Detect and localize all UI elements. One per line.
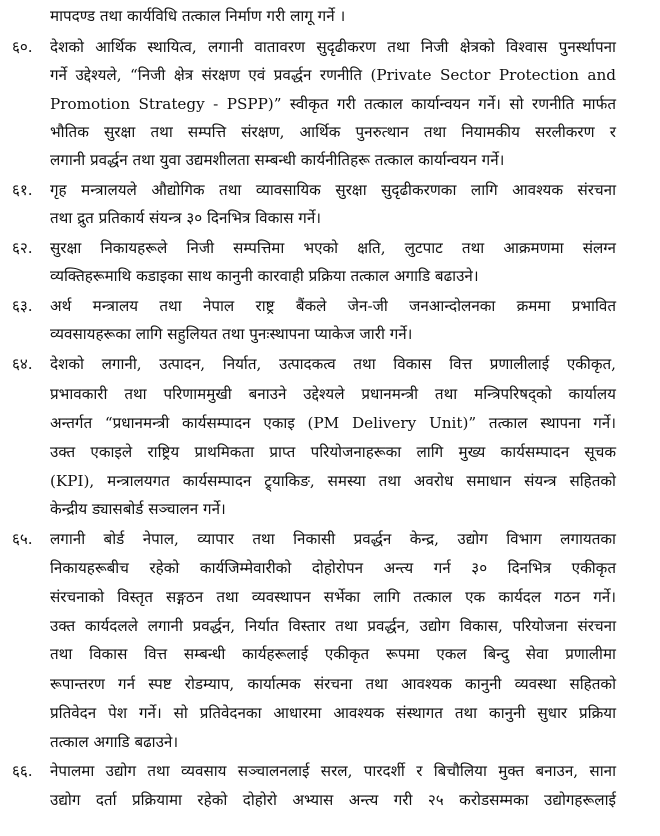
item-line: संरचनाको विस्तृत सङ्गठन तथा व्यवस्थापन सर्भेका लागि तत्काल एक कार्यदल गठन गर्ने। [50,588,616,606]
item-line: व्यक्तिहरूमाथि कडाइका साथ कानुनी कारवाही प्रक्रिया तत्काल अगाडि बढाउने। [50,267,479,285]
item-number: ६१. [12,181,33,199]
item-line: लगानी प्रवर्द्धन तथा युवा उद्यमशीलता सम्बन्धी कार्यनीतिहरू तत्काल कार्यान्वयन गर्ने। [50,151,505,169]
item-line: गर्ने उद्देश्यले, “निजी क्षेत्र संरक्षण एवं प्रवर्द्धन रणनीति (Private Sector Protection and [50,66,616,84]
lead-line: मापदण्ड तथा कार्यविधि तत्काल निर्माण गरी लागू गर्ने । [50,7,346,25]
item-line: अर्थ मन्त्रालय तथा नेपाल राष्ट्र बैंकले जेन-जी जनआन्दोलनका क्रममा प्रभावित [50,297,616,315]
item-line: गृह मन्त्रालयले औद्योगिक तथा व्यावसायिक सुरक्षा सुदृढीकरणका लागि आवश्यक संरचना [50,181,616,199]
item-number: ६५. [12,530,33,548]
item-line: निकायहरूबीच रहेको कार्यजिम्मेवारीको दोहोरोपन अन्त्य गर्न ३० दिनभित्र एकीकृत [50,559,616,577]
item-line: केन्द्रीय ड्यासबोर्ड सञ्चालन गर्ने। [50,500,226,518]
item-line: (KPI), मन्त्रालयगत कार्यसम्पादन ट्र्याकिङ, समस्या तथा अवरोध समाधान संयन्त्र सहितको [50,472,616,490]
item-line: Promotion Strategy - PSPP)” स्वीकृत गरी तत्काल कार्यान्वयन गर्ने। सो रणनीति मार्फत [50,95,616,113]
item-line: सुरक्षा निकायहरूले निजी सम्पत्तिमा भएको क्षति, लुटपाट तथा आक्रमणमा संलग्न [50,239,616,257]
item-number: ६४. [12,355,33,373]
item-line: प्रतिवेदन पेश गर्ने। सो प्रतिवेदनका आधारमा आवश्यक संस्थागत तथा कानुनी सुधार प्रक्रिया [50,704,616,722]
item-line: तथा विकास वित्त सम्बन्धी कार्यहरूलाई एकीकृत रूपमा एकल बिन्दु सेवा प्रणालीमा [50,645,616,663]
item-number: ६२. [12,239,33,257]
item-line: उक्त एकाइले राष्ट्रिय प्राथमिकता प्राप्त परियोजनाहरूका लागि मुख्य कार्यसम्पादन सूचक [50,443,616,461]
item-line: देशको आर्थिक स्थायित्व, लगानी वातावरण सुदृढीकरण तथा निजी क्षेत्रको विश्वास पुनर्स्थापना [50,38,616,56]
item-number: ६६. [12,762,33,780]
item-number: ६०. [12,38,33,56]
item-line: अन्तर्गत “प्रधानमन्त्री कार्यसम्पादन एकाइ (PM Delivery Unit)” तत्काल स्थापना गर्ने। [50,414,616,432]
item-line: नेपालमा उद्योग तथा व्यवसाय सञ्चालनलाई सरल, पारदर्शी र बिचौलिया मुक्त बनाउन, साना [50,762,616,780]
item-line: देशको लगानी, उत्पादन, निर्यात, उत्पादकत्व तथा विकास वित्त प्रणालीलाई एकीकृत, [50,355,616,373]
item-line: उक्त कार्यदलले लगानी प्रवर्द्धन, निर्यात विस्तार तथा प्रवर्द्धन, उद्योग विकास, परियोजना संरचना [50,617,616,635]
item-line: रूपान्तरण गर्न स्पष्ट रोडम्याप, कार्यात्मक संरचना तथा आवश्यक कानुनी व्यवस्था सहितको [50,675,616,693]
item-line: भौतिक सुरक्षा तथा सम्पत्ति संरक्षण, आर्थिक पुनरुत्थान तथा नियामकीय सरलीकरण र [50,123,616,141]
item-line: उद्योग दर्ता प्रक्रियामा रहेको दोहोरो अभ्यास अन्त्य गरी २५ करोडसम्मका उद्योगहरूलाई [50,791,616,809]
item-line: लगानी बोर्ड नेपाल, व्यापार तथा निकासी प्रवर्द्धन केन्द्र, उद्योग विभाग लगायतका [50,530,616,548]
item-line: व्यवसायहरूका लागि सहुलियत तथा पुनःस्थापना प्याकेज जारी गर्ने। [50,325,413,343]
item-line: तथा द्रुत प्रतिकार्य संयन्त्र ३० दिनभित्र विकास गर्ने। [50,209,322,227]
item-line: प्रभावकारी तथा परिणाममुखी बनाउने उद्देश्यले प्रधानमन्त्री तथा मन्त्रिपरिषद्को कार्यालय [50,385,616,403]
item-number: ६३. [12,297,33,315]
item-line: तत्काल अगाडि बढाउने। [50,733,179,751]
